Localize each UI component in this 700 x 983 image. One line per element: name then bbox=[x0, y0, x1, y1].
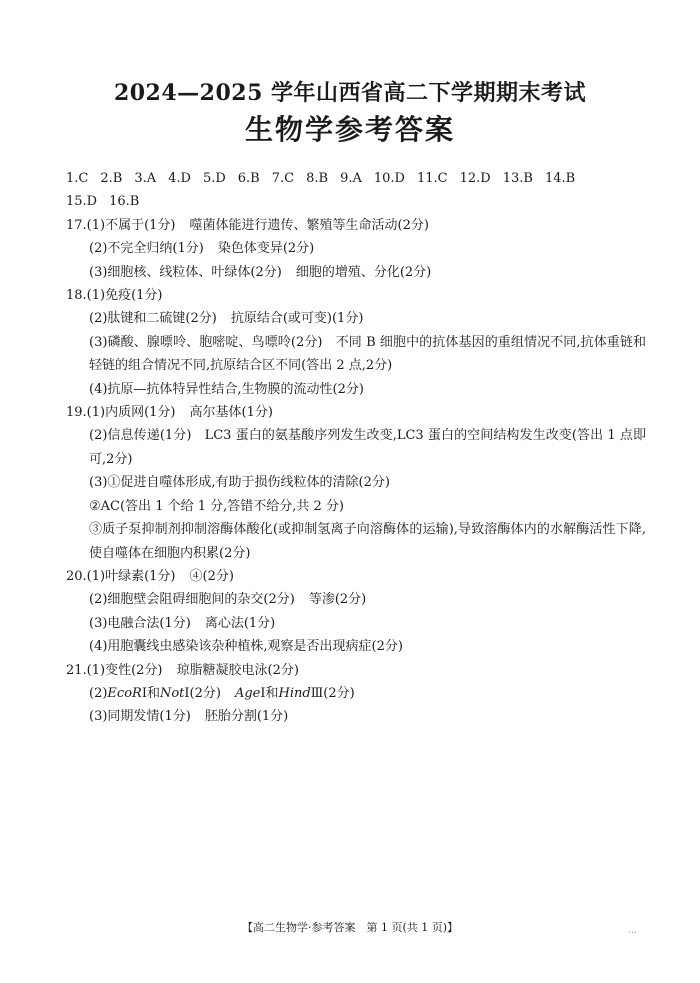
choice-answers-line-1 bbox=[66, 167, 646, 190]
choice-answer: 8.B bbox=[306, 171, 329, 186]
choice-answer: 16.B bbox=[109, 194, 140, 210]
choice-answers-line-2 bbox=[66, 190, 646, 213]
choice-answer: 5.D bbox=[202, 171, 226, 186]
exam-title: 2024—2025 学年山西省高二下学期期末考试 bbox=[113, 80, 587, 106]
choice-answer: 3.A bbox=[134, 171, 157, 186]
q18-part1: 18.(1)免疫(1分) bbox=[66, 288, 163, 304]
choice-answer: 14.B bbox=[544, 171, 576, 186]
choice-answer: 1.C bbox=[66, 171, 89, 186]
q21-part1: 21.(1)变性(2分) 琼脂糖凝胶电泳(2分) bbox=[66, 662, 299, 678]
q20-part2: (2)细胞壁会阻碍细胞间的杂交(2分) 等渗(2分) bbox=[89, 592, 367, 608]
q18-part2: (2)肽键和二硫键(2分) 抗原结合(或可变)(1分) bbox=[89, 311, 364, 327]
q21-part2: (2)EcoRⅠ和NotⅠ(2分) AgeⅠ和HindⅢ(2分) bbox=[89, 685, 355, 701]
page-footer: 【高二生物学·参考答案 第 1 页(共 1 页)】 bbox=[241, 921, 459, 934]
q17-part1: 17.(1)不属于(1分) 噬菌体能进行遗传、繁殖等生命活动(2分) bbox=[66, 217, 429, 233]
choice-answer: 2.B bbox=[100, 171, 123, 186]
choice-answer: 4.D bbox=[168, 171, 191, 186]
choice-answer: 10.D bbox=[373, 171, 405, 186]
choice-answer: 9.A bbox=[340, 171, 362, 186]
q20-part4: (4)用胞囊线虫感染该杂种植株,观察是否出现病症(2分) bbox=[89, 639, 403, 655]
choice-answer: 6.B bbox=[237, 171, 260, 186]
q19-part3-2: ②AC(答出 1 个给 1 分,答错不给分,共 2 分) bbox=[89, 498, 345, 514]
choice-answer: 15.D bbox=[66, 194, 98, 210]
q20-part1: 20.(1)叶绿素(1分) ④(2分) bbox=[66, 568, 234, 584]
q21-part3: (3)同期发情(1分) 胚胎分割(1分) bbox=[89, 709, 289, 725]
choice-answer: 7.C bbox=[271, 171, 295, 186]
choice-answer: 11.C bbox=[416, 171, 448, 186]
q17-part2: (2)不完全归纳(1分) 染色体变异(2分) bbox=[89, 241, 315, 257]
q19-part1: 19.(1)内质网(1分) 高尔基体(1分) bbox=[66, 405, 273, 421]
corner-mark: … bbox=[628, 926, 637, 936]
q18-part4: (4)抗原—抗体特异性结合,生物膜的流动性(2分) bbox=[89, 381, 364, 397]
q19-part3-3: ③质子泵抑制剂抑制溶酶体酸化(或抑制氢离子向溶酶体的运输),导致溶酶体内的水解酶活性下降,使自噬体在细胞内积累(2分) bbox=[89, 522, 646, 561]
q20-part3: (3)电融合法(1分) 离心法(1分) bbox=[89, 615, 276, 631]
answer-key-title: 生物学参考答案 bbox=[244, 113, 455, 146]
answer-content bbox=[66, 167, 646, 729]
choice-answer: 12.D bbox=[459, 171, 491, 186]
q17-part3: (3)细胞核、线粒体、叶绿体(2分) 细胞的增殖、分化(2分) bbox=[89, 264, 432, 280]
choice-answer: 13.B bbox=[502, 171, 533, 186]
q19-part3-1: (3)①促进自噬体形成,有助于损伤线粒体的清除(2分) bbox=[89, 475, 390, 491]
q18-part3: (3)磷酸、腺嘌呤、胞嘧啶、鸟嘌呤(2分) 不同 B 细胞中的抗体基因的重组情况不同,抗体重链和轻链的组合情况不同,抗原结合区不同(答出 2 点,2分) bbox=[89, 334, 646, 374]
q19-part2: (2)信息传递(1分) LC3 蛋白的氨基酸序列发生改变,LC3 蛋白的空间结构发生改变(答出 1 点即可,2分) bbox=[89, 428, 646, 467]
